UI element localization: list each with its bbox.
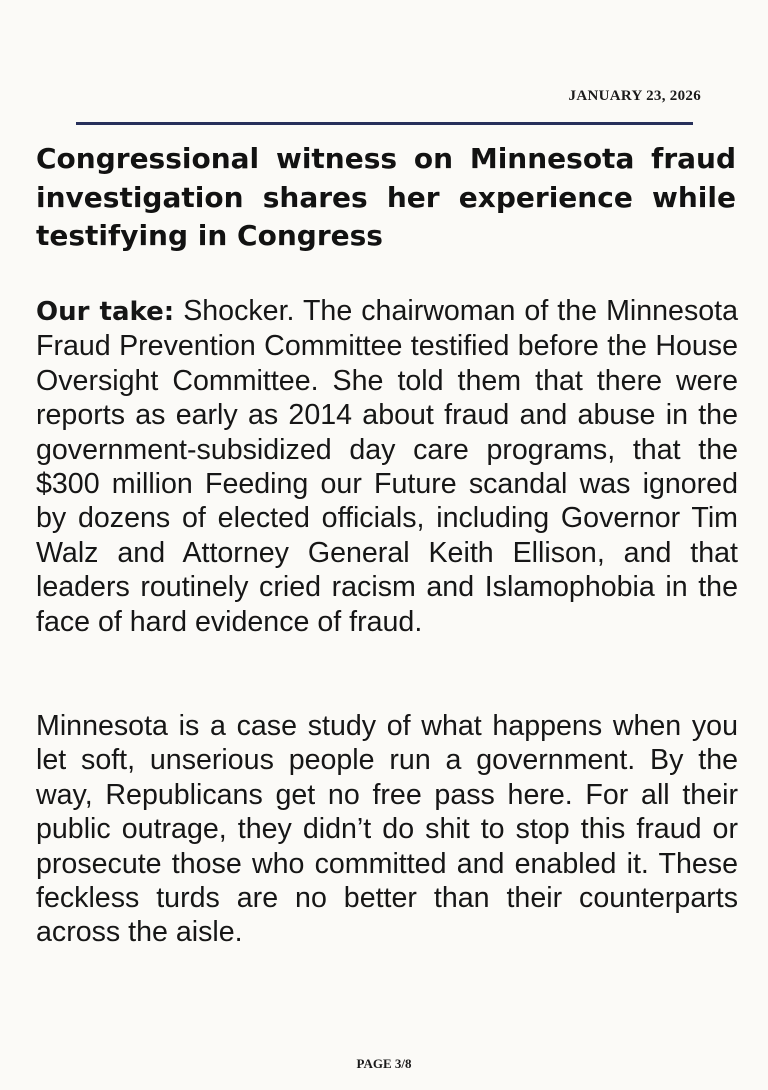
article-headline: Congressional witness on Minnesota fraud investigation shares her experience while testifying in Congress [36,142,736,252]
article-paragraph-1 [36,294,738,639]
header-divider [76,122,693,125]
article-paragraph-2: Minnesota is a case study of what happens when you let soft, unserious people run a government. By the way, Republicans get no free pass here. For all their public outrage, they didn’t do shit to stop this fraud or prosecute those who committed and enabled it. These feckless turds are no better than their counterparts across the aisle. [36,710,738,949]
article-date: JANUARY 23, 2026 [568,88,701,104]
paragraph-1-text: Shocker. The chairwoman of the Minnesota Fraud Prevention Committee testified before the House Oversight Committee. She told them that there were reports as early as 2014 about fraud and abuse in the government-subsidized day care programs, that the $300 million Feeding our Future scandal was ignored by dozens of elected officials, including Governor Tim Walz and Attorney General Keith Ellison, and that leaders routinely cried racism and Islamophobia in the face of hard evidence of fraud. [36,295,738,638]
page-number: PAGE 3/8 [356,1056,412,1071]
our-take-label: Our take: [36,297,175,327]
